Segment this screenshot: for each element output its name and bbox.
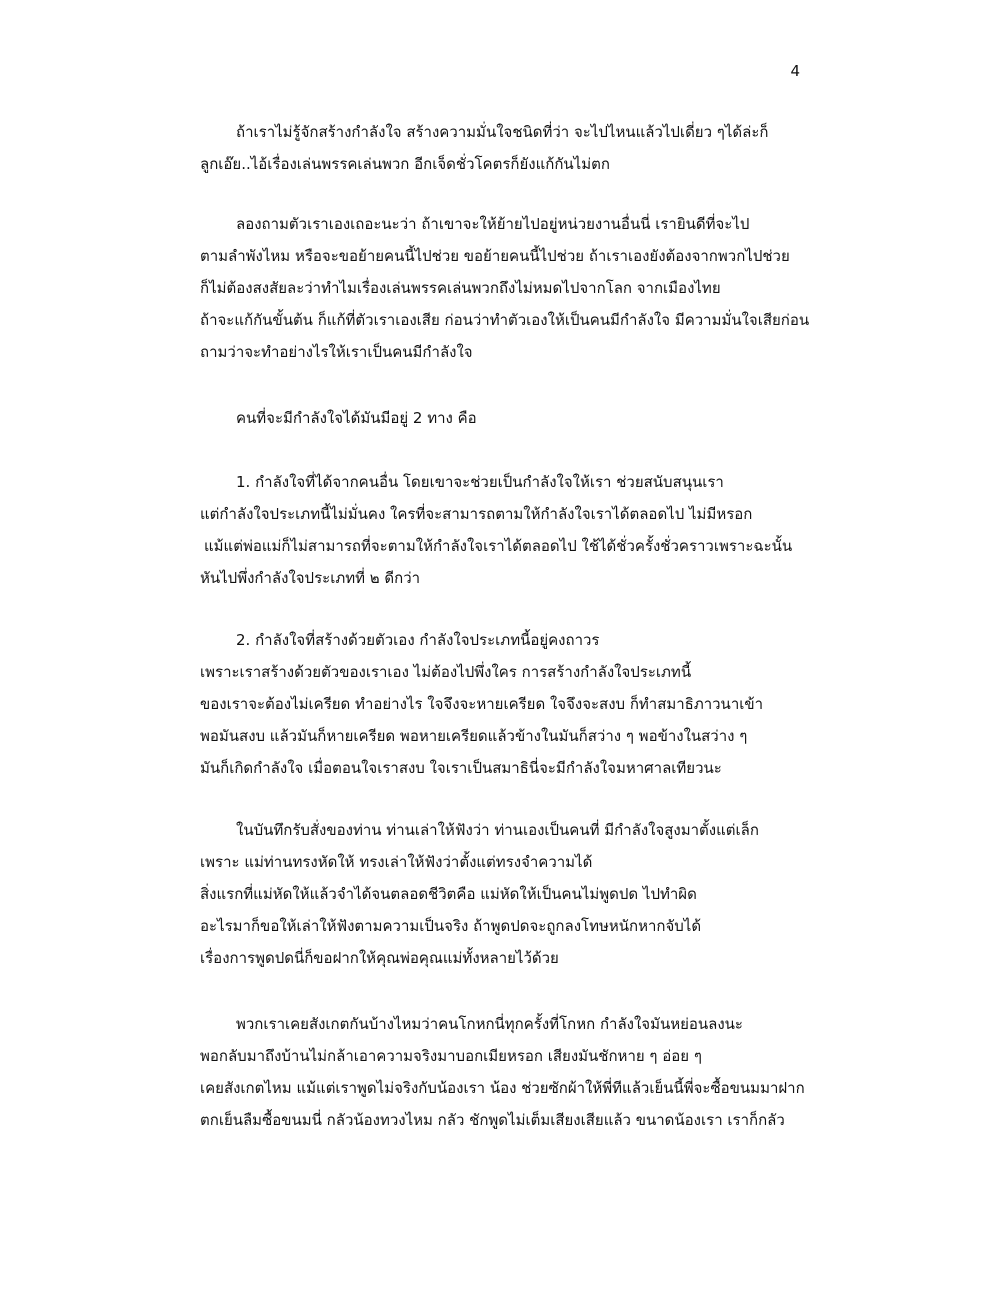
text-line: ถ้าเราไม่รู้จักสร้างกำลังใจ สร้างความมั่นใจชนิดที่ว่า จะไปไหนแล้วไปเดี่ยว ๆได้ล่ะก็ [236,123,769,141]
text-line: ถามว่าจะทำอย่างไรให้เราเป็นคนมีกำลังใจ [200,343,473,361]
text-line: พวกเราเคยสังเกตกันบ้างไหมว่าคนโกหกนี่ทุกครั้งที่โกหก กำลังใจมันหย่อนลงนะ [236,1015,743,1033]
text-line: ถ้าจะแก้กันขั้นต้น ก็แก้ที่ตัวเราเองเสีย ก่อนว่าทำตัวเองให้เป็นคนมีกำลังใจ มีความมั่นใจเสียก่อน [200,311,810,329]
text-line: แต่กำลังใจประเภทนี้ไม่มั่นคง ใครที่จะสามารถตามให้กำลังใจเราได้ตลอดไป ไม่มีหรอก [200,505,753,523]
text-line: 1. กำลังใจที่ได้จากคนอื่น โดยเขาจะช่วยเป็นกำลังใจให้เรา ช่วยสนับสนุนเรา [236,473,724,491]
paragraph-6 [200,814,820,974]
text-line: แม้แต่พ่อแม่ก็ไม่สามารถที่จะตามให้กำลังใจเราได้ตลอดไป ใช้ได้ชั่วครั้งชั่วคราวเพราะฉะนั้น [204,537,793,555]
text-line: พอกลับมาถึงบ้านไม่กล้าเอาความจริงมาบอกเมียหรอก เสียงมันชักหาย ๆ อ่อย ๆ [200,1047,702,1065]
text-line: ของเราจะต้องไม่เครียด ทำอย่างไร ใจจึงจะหายเครียด ใจจึงจะสงบ ก็ทำสมาธิภาวนาเข้า [200,695,764,713]
page-number: 4 [790,62,800,80]
text-line: เคยสังเกตไหม แม้แต่เราพูดไม่จริงกับน้องเรา น้อง ช่วยซักผ้าให้พี่ทีแล้วเย็นนี้พี่จะซื้อขนมมาฝาก [200,1079,805,1097]
paragraph-5 [200,624,820,784]
text-line: ลูกเอ๊ย..ไอ้เรื่องเล่นพรรคเล่นพวก อีกเจ็ดชั่วโคตรก็ยังแก้กันไม่ตก [200,155,610,173]
paragraph-1 [200,116,820,180]
paragraph-7 [200,1008,820,1136]
text-line: คนที่จะมีกำลังใจได้มันมีอยู่ 2 ทาง คือ [236,409,477,427]
text-line: พอมันสงบ แล้วมันก็หายเครียด พอหายเครียดแล้วข้างในมันก็สว่าง ๆ พอข้างในสว่าง ๆ [200,727,748,745]
text-line: ในบันทึกรับสั่งของท่าน ท่านเล่าให้ฟังว่า ท่านเองเป็นคนที่ มีกำลังใจสูงมาตั้งแต่เล็ก [236,821,759,839]
text-line: มันก็เกิดกำลังใจ เมื่อตอนใจเราสงบ ใจเราเป็นสมาธินี่จะมีกำลังใจมหาศาลเทียวนะ [200,759,722,777]
paragraph-3 [200,402,820,434]
text-line: ก็ไม่ต้องสงสัยละว่าทำไมเรื่องเล่นพรรคเล่นพวกถึงไม่หมดไปจากโลก จากเมืองไทย [200,279,721,297]
text-line: 2. กำลังใจที่สร้างด้วยตัวเอง กำลังใจประเภทนี้อยู่คงถาวร [236,631,600,649]
text-line: เพราะ แม่ท่านทรงหัดให้ ทรงเล่าให้ฟังว่าตั้งแต่ทรงจำความได้ [200,853,593,871]
paragraph-2 [200,208,820,368]
text-line: ตกเย็นลืมซื้อขนมนี่ กลัวน้องทวงไหม กลัว ชักพูดไม่เต็มเสียงเสียแล้ว ขนาดน้องเรา เราก็กลัว [200,1111,785,1129]
text-line: สิ่งแรกที่แม่หัดให้แล้วจำได้จนตลอดชีวิตคือ แม่หัดให้เป็นคนไม่พูดปด ไปทำผิด [200,885,697,903]
text-line: เพราะเราสร้างด้วยตัวของเราเอง ไม่ต้องไปพึ่งใคร การสร้างกำลังใจประเภทนี้ [200,663,692,681]
text-line: ตามลำพังไหม หรือจะขอย้ายคนนี้ไปช่วย ขอย้ายคนนี้ไปช่วย ถ้าเราเองยังต้องจากพวกไปช่วย [200,247,790,265]
paragraph-4 [200,466,820,594]
text-line: ลองถามตัวเราเองเถอะนะว่า ถ้าเขาจะให้ย้ายไปอยู่หน่วยงานอื่นนี่ เรายินดีที่จะไป [236,215,750,233]
text-line: เรื่องการพูดปดนี่ก็ขอฝากให้คุณพ่อคุณแม่ทั้งหลายไว้ด้วย [200,949,559,967]
text-line: หันไปพึ่งกำลังใจประเภทที่ ๒ ดีกว่า [200,569,421,587]
text-line: อะไรมาก็ขอให้เล่าให้ฟังตามความเป็นจริง ถ้าพูดปดจะถูกลงโทษหนักหากจับได้ [200,917,702,935]
